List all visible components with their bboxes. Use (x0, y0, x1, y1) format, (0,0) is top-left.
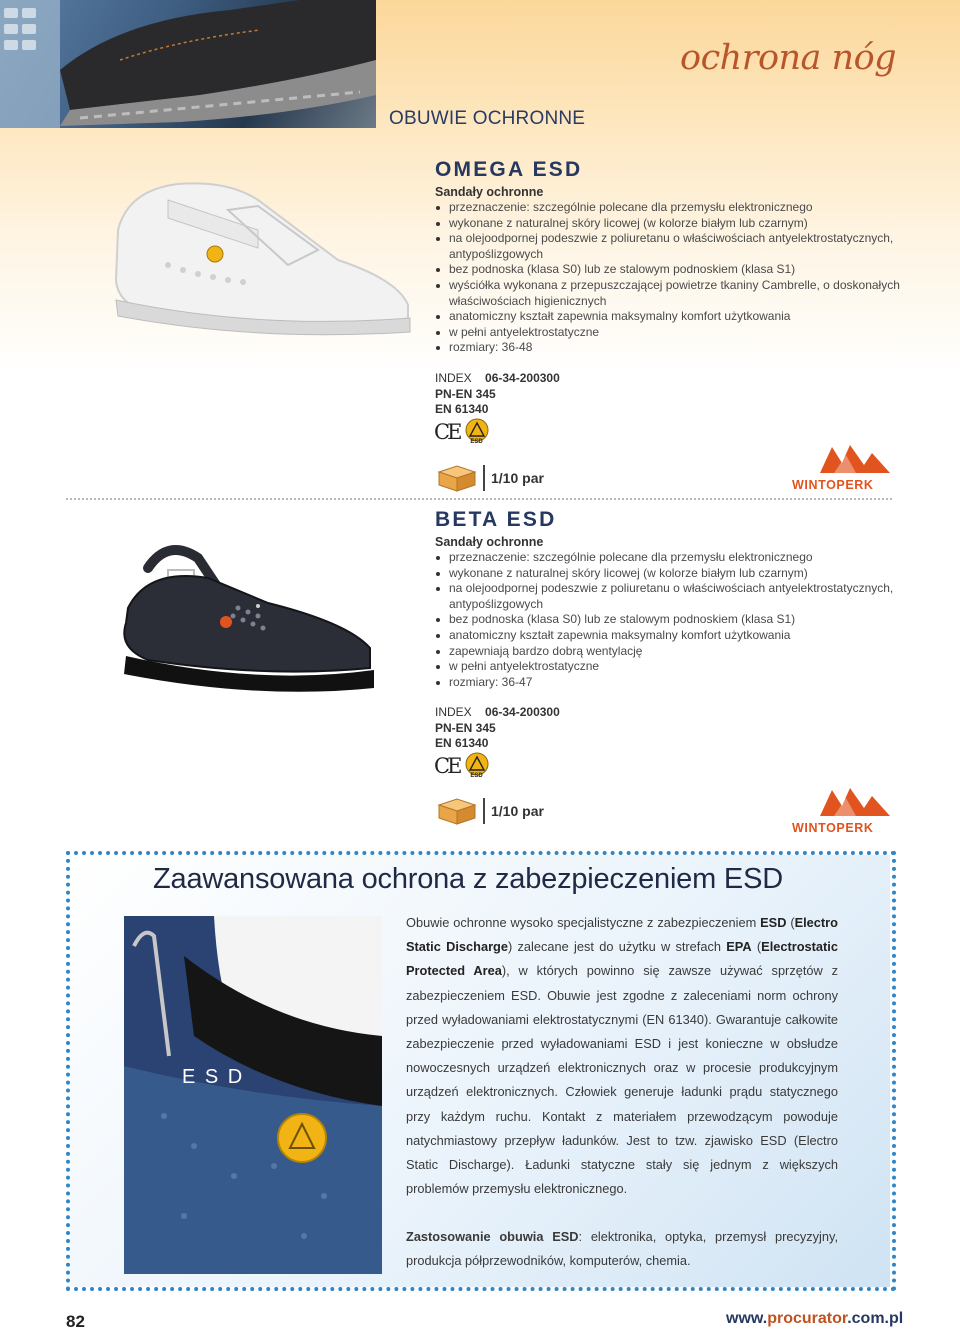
list-item: wyściółka wykonana z przepuszczającej powietrze tkaniny Cambrelle, o doskonałych właściwościach higienicznych (435, 278, 905, 309)
list-item: na olejoodpornej podeszwie z poliuretanu o właściwościach antyelektrostatycznych, antypoślizgowych (435, 581, 905, 612)
body-text-bold: EPA (726, 939, 752, 955)
ce-mark-icon: CE (434, 754, 460, 778)
list-item: na olejoodpornej podeszwie z poliuretanu o właściwościach antyelektrostatycznych, antypoślizgowych (435, 231, 905, 262)
body-text-segment: ( (751, 939, 762, 955)
website-suffix: .com.pl (847, 1310, 904, 1327)
body-text-bold: Electro Static Discharge (406, 915, 838, 955)
list-item: w pełni antyelektrostatyczne (435, 325, 905, 341)
esd-shoe-closeup-photo (124, 916, 382, 1274)
ce-mark-icon: CE (434, 420, 460, 444)
list-item: bez podnoska (klasa S0) lub ze stalowym podnoskiem (klasa S1) (435, 262, 905, 278)
applications-text: : elektronika, optyka, przemysł precyzyjny, produkcja półprzewodników, komputerów, chemia. (406, 1229, 838, 1269)
wintoperk-logo-mark (790, 443, 892, 477)
box-icon (437, 797, 477, 825)
body-text-segment: ( (786, 915, 795, 930)
standard-en: EN 61340 (435, 402, 489, 416)
boot-on-keyboard-illustration (0, 0, 376, 128)
product-subtitle: Sandały ochronne (435, 185, 544, 199)
body-text-segment: ), w których powinno się zawsze używać sprzętów z zabezpieczeniem ESD. Obuwie jest zgodne z zaleceniami norm ochrony przed wyładowaniami elektrostatycznymi (EN 61340). Gwarantuje całkowite zabezpieczenie przed wyładowaniami ESD i jest konieczne w obsłudze nowoczesnych urządzeń elektronicznych oraz w procesie produkcyjnym urządzeń elektronicznych. Człowiek generuje ładunki prądu statycznego przy każdym ruchu. Kontakt z materiałem przewodzącym powoduje natychmiastowy przepływ ładunków. Jest to tzw. zjawisko ESD (Electro Static Discharge). Ładunki statyczne stały się jednym z większych problemów przemysłu elektronicznego. (406, 963, 839, 1197)
pack-label: 1/10 par (491, 470, 544, 486)
body-text-segment: Obuwie ochronne wysoko specjalistyczne z zabezpieczeniem (406, 915, 761, 930)
product-codes (435, 705, 560, 752)
list-item: przeznaczenie: szczególnie polecane dla przemysłu elektronicznego (435, 550, 905, 566)
list-item: zapewniają bardzo dobrą wentylację (435, 644, 905, 660)
section-title: ochrona nóg (680, 38, 897, 78)
certification-marks (434, 751, 489, 781)
esd-warning-icon (465, 752, 489, 780)
section-divider (66, 498, 892, 500)
body-text-segment: ) zalecane jest do użytku w strefach (508, 939, 727, 955)
list-item: bez podnoska (klasa S0) lub ze stalowym podnoskiem (klasa S1) (435, 612, 905, 628)
list-item: anatomiczny kształt zapewnia maksymalny komfort użytkowania (435, 628, 905, 644)
website-prefix: www. (726, 1310, 768, 1327)
certification-marks (434, 417, 489, 447)
packaging-info (437, 464, 544, 492)
esd-badge-label: ESD (470, 439, 483, 445)
page-number: 82 (66, 1312, 85, 1331)
esd-warning-icon (465, 418, 489, 446)
esd-applications-text (406, 1225, 838, 1273)
list-item: w pełni antyelektrostatyczne (435, 659, 905, 675)
product-feature-list (435, 200, 905, 356)
list-item: przeznaczenie: szczególnie polecane dla przemysłu elektronicznego (435, 200, 905, 216)
category-heading: OBUWIE OCHRONNE (389, 108, 586, 129)
product-codes (435, 371, 560, 418)
standard-en: EN 61340 (435, 736, 489, 750)
packaging-info (437, 797, 544, 825)
list-item: wykonane z naturalnej skóry licowej (w kolorze białym lub czarnym) (435, 216, 905, 232)
product-name: OMEGA ESD (435, 158, 583, 181)
esd-badge-label: ESD (470, 773, 483, 779)
list-item: anatomiczny kształt zapewnia maksymalny komfort użytkowania (435, 309, 905, 325)
index-value: 06-34-200300 (485, 371, 560, 385)
esd-box-title: Zaawansowana ochrona z zabezpieczeniem ESD (153, 863, 783, 895)
box-icon (437, 464, 477, 492)
wintoperk-logo (790, 786, 892, 836)
esd-photo-label: E S D (182, 1066, 245, 1088)
product-feature-list (435, 550, 905, 690)
wintoperk-logo (790, 443, 892, 493)
body-text-bold: ESD (760, 915, 787, 930)
body-text-bold: Electrostatic Protected Area (406, 939, 838, 979)
brand-name: WINTOPERK (792, 478, 874, 492)
beta-esd-shoe-image (108, 528, 380, 698)
pack-separator (483, 465, 485, 491)
index-label: INDEX (435, 371, 472, 385)
brand-name: WINTOPERK (792, 821, 874, 835)
product-subtitle: Sandały ochronne (435, 535, 544, 549)
index-value: 06-34-200300 (485, 705, 560, 719)
esd-box-body-text (406, 911, 838, 1201)
website-accent: procurator (767, 1310, 848, 1327)
product-name: BETA ESD (435, 508, 557, 531)
index-label: INDEX (435, 705, 472, 719)
list-item: wykonane z naturalnej skóry licowej (w kolorze białym lub czarnym) (435, 566, 905, 582)
pack-separator (483, 798, 485, 824)
hero-photo (0, 0, 376, 128)
list-item: rozmiary: 36-47 (435, 675, 905, 691)
website-link[interactable] (726, 1310, 903, 1328)
pack-label: 1/10 par (491, 803, 544, 819)
standard-pn-en: PN-EN 345 (435, 720, 496, 735)
applications-label: Zastosowanie obuwia ESD (406, 1229, 579, 1244)
list-item: rozmiary: 36-48 (435, 340, 905, 356)
standard-pn-en: PN-EN 345 (435, 386, 496, 401)
wintoperk-logo-mark (790, 786, 892, 820)
omega-esd-shoe-image (108, 170, 418, 340)
